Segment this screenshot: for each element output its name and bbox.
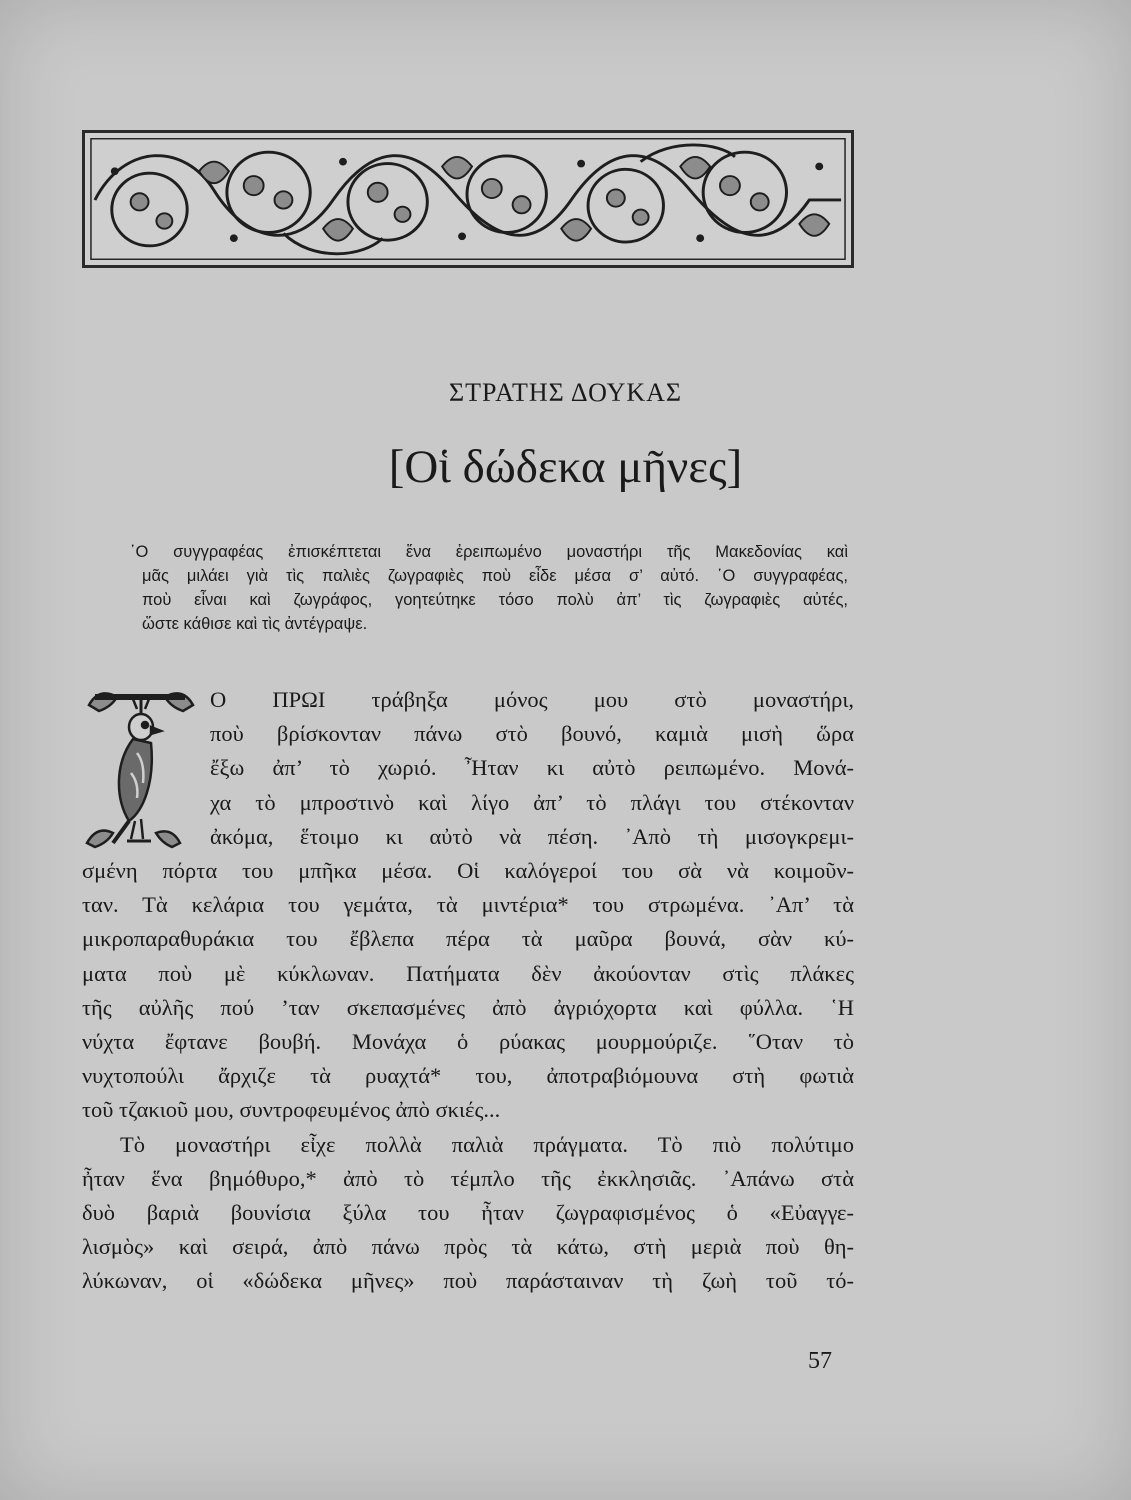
text-line: δυὸ βαριὰ βουνίσια ξύλα του ἦταν ζωγραφισμένος ὁ «Εὐαγγε- — [82, 1200, 854, 1226]
text-line: νυχτοπούλι ἄρχιζε τὰ ρυαχτά* του, ἀποτραβιόμουνα στὴ φωτιὰ — [82, 1063, 854, 1089]
chapter-title: [Οἱ δώδεκα μῆνες] — [388, 441, 743, 493]
scroll-ornament-icon — [85, 133, 851, 265]
text-line: χα τὸ μπροστινὸ καὶ λίγο ἀπ’ τὸ πλάγι του στέκονταν — [210, 789, 854, 815]
text-line: Τὸ μοναστήρι εἶχε πολλὰ παλιὰ πράγματα. Τὸ πιὸ πολύτιμο — [120, 1131, 854, 1157]
intro-line: μᾶς μιλάει γιὰ τὶς παλιὲς ζωγραφιὲς ποὺ εἶδε μέσα σ’ αὐτό. ῾Ο συγγραφέας, — [142, 567, 848, 585]
main-text — [82, 683, 854, 1299]
text-line: λύκωναν, οἱ «δώδεκα μῆνες» ποὺ παράσταιναν τὴ ζωὴ τοῦ τό- — [82, 1268, 854, 1294]
author-name: ΣΤΡΑΤΗΣ ΔΟΥΚΑΣ — [448, 378, 683, 407]
text-line: μικροπαραθυράκια του ἔβλεπα πέρα τὰ μαῦρα βουνά, σὰν κύ- — [82, 926, 854, 952]
intro-summary — [130, 540, 848, 636]
intro-line: ὥστε κάθισε καὶ τὶς ἀντέγραψε. — [142, 615, 368, 633]
text-line: σμένη πόρτα του μπῆκα μέσα. Οἱ καλόγεροί του σὰ νὰ κοιμοῦν- — [82, 858, 854, 884]
text-line: ματα ποὺ μὲ κύκλωναν. Πατήματα δὲν ἀκούονταν στὶς πλάκες — [82, 960, 854, 986]
text-line: ἀκόμα, ἕτοιμο κι αὐτὸ νὰ πέση. ᾿Απὸ τὴ μισογκρεμι- — [210, 823, 854, 849]
text-line: νύχτα ἔφτανε βουβή. Μονάχα ὁ ρύακας μουρμούριζε. ῞Οταν τὸ — [82, 1029, 854, 1055]
text-line: λισμὸς» καὶ σειρά, ἀπὸ πάνω πρὸς τὰ κάτω, στὴ μεριὰ ποὺ θη- — [82, 1234, 854, 1260]
text-line: ποὺ βρίσκονταν πάνω στὸ βουνό, καμιὰ μισὴ ὥρα — [210, 721, 854, 747]
intro-line: ποὺ εἶναι καὶ ζωγράφος, γοητεύτηκε τόσο πολὺ ἀπ’ τὶς ζωγραφιὲς αὐτές, — [142, 591, 848, 609]
ornamental-header-band — [82, 130, 854, 268]
text-line: τῆς αὐλῆς πού ’ταν σκεπασμένες ἀπὸ ἀγριόχορτα καὶ φύλλα. ῾Η — [82, 994, 854, 1020]
page-number: 57 — [808, 1348, 832, 1374]
text-line: ἔξω ἀπ’ τὸ χωριό. Ἦταν κι αὐτὸ ρειπωμένο. Μονά- — [210, 755, 854, 781]
text-line: Ο ΠΡΩΙ τράβηξα μόνος μου στὸ μοναστήρι, — [210, 687, 854, 712]
text-line: ἦταν ἕνα βημόθυρο,* ἀπὸ τὸ τέμπλο τῆς ἐκκλησιᾶς. ᾿Απάνω στὰ — [82, 1165, 854, 1191]
text-line: τοῦ τζακιοῦ μου, συντροφευμένος ἀπὸ σκιές... — [82, 1097, 501, 1123]
intro-line: ῾Ο συγγραφέας ἐπισκέπτεται ἕνα ἐρειπωμένο μοναστήρι τῆς Μακεδονίας καὶ — [130, 543, 848, 561]
text-line: ταν. Τὰ κελάρια του γεμάτα, τὰ μιντέρια* του στρωμένα. ᾿Απ’ τὰ — [82, 892, 854, 918]
